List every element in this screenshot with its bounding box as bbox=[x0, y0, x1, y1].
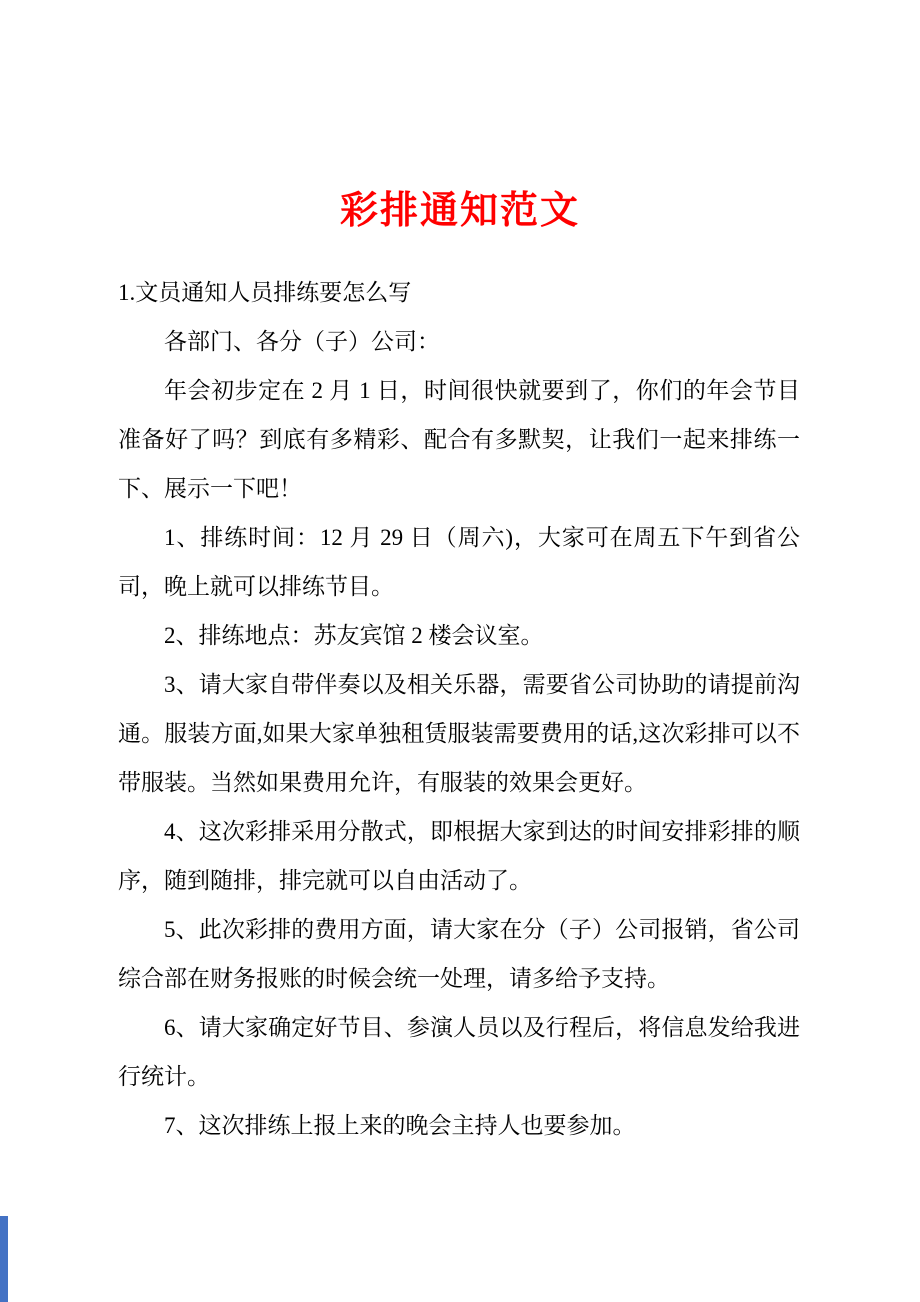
document-title: 彩排通知范文 bbox=[339, 190, 580, 232]
intro-paragraph: 年会初步定在 2 月 1 日，时间很快就要到了，你们的年会节目准备好了吗？到底有多精彩、配合有多默契，让我们一起来排练一下、展示一下吧！ bbox=[118, 378, 800, 501]
notice-item-1: 1、排练时间：12 月 29 日（周六)，大家可在周五下午到省公司，晚上就可以排练节目。 bbox=[118, 525, 800, 599]
notice-item-2: 2、排练地点：苏友宾馆 2 楼会议室。 bbox=[164, 623, 544, 648]
notice-item-5: 5、此次彩排的费用方面，请大家在分（子）公司报销，省公司综合部在财务报账的时候会统一处理，请多给予支持。 bbox=[118, 917, 800, 991]
notice-item-3: 3、请大家自带伴奏以及相关乐器，需要省公司协助的请提前沟通。服装方面,如果大家单独租赁服装需要费用的话,这次彩排可以不带服装。当然如果费用允许，有服装的效果会更好。 bbox=[118, 672, 800, 795]
salutation-line: 各部门、各分（子）公司： bbox=[164, 329, 440, 354]
section-heading: 1.文员通知人员排练要怎么写 bbox=[118, 280, 412, 305]
page-edge-accent-bar bbox=[0, 1216, 8, 1302]
document-body bbox=[0, 268, 920, 1150]
notice-item-6: 6、请大家确定好节目、参演人员以及行程后，将信息发给我进行统计。 bbox=[118, 1015, 800, 1089]
notice-item-7: 7、这次排练上报上来的晚会主持人也要参加。 bbox=[164, 1113, 636, 1138]
notice-item-4: 4、这次彩排采用分散式，即根据大家到达的时间安排彩排的顺序，随到随排，排完就可以自由活动了。 bbox=[118, 819, 800, 893]
